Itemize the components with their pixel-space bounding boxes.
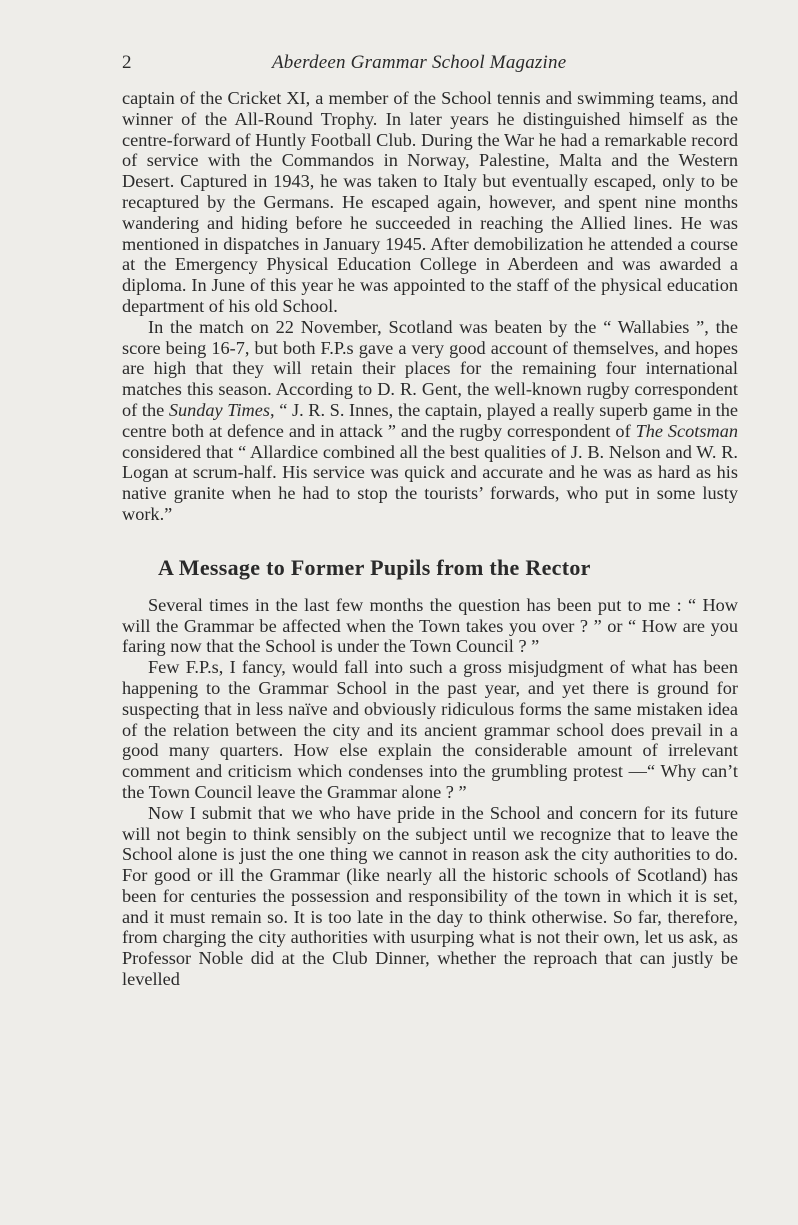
rector-message bbox=[122, 595, 738, 990]
page-number: 2 bbox=[122, 52, 132, 73]
running-title: Aberdeen Grammar School Magazine bbox=[272, 52, 567, 73]
publication-title: Sunday Times bbox=[168, 399, 270, 420]
running-head bbox=[122, 52, 738, 88]
section-heading: A Message to Former Pupils from the Rector bbox=[158, 554, 591, 580]
paragraph bbox=[122, 317, 738, 525]
article-continuation bbox=[122, 88, 738, 525]
text-run: , “ J. R. S. Innes, the captain, played a really superb game in the centre both at defence and in attack ” and the rugby correspondent of bbox=[122, 399, 739, 441]
paragraph: Few F.P.s, I fancy, would fall into such a gross misjudgment of what has been happening to the Grammar School in the past year, and yet there is ground for suspecting that in less naïve and obviously ridiculous forms the same mistaken idea of the relation between the city and its ancient grammar school does prevail in a good many quarters. How else explain the considerable amount of irrelevant comment and criticism which condenses into the grumbling protest —“ Why can’t the Town Council leave the Grammar alone ? ” bbox=[122, 657, 738, 802]
paragraph: captain of the Cricket XI, a member of the School tennis and swimming teams, and winner of the All-Round Trophy. In later years he distinguished himself as the centre-forward of Huntly Football Club. During the War he had a remarkable record of service with the Commandos in Norway, Palestine, Malta and the Western Desert. Captured in 1943, he was taken to Italy but eventually escaped, only to be recaptured by the Germans. He escaped again, however, and spent nine months wandering and hiding before he succeeded in reaching the Allied lines. He was mentioned in dispatches in January 1945. After demobilization he attended a course at the Emergency Physical Education College in Aberdeen and was awarded a diploma. In June of this year he was appointed to the staff of the physical education department of his old School. bbox=[122, 88, 738, 316]
paragraph: Now I submit that we who have pride in the School and concern for its future will not begin to think sensibly on the subject until we recognize that to leave the School alone is just the one thing we cannot in reason ask the city authorities to do. For good or ill the Grammar (like nearly all the historic schools of Scotland) has been for centuries the possession and responsibility of the town in which it is set, and it must remain so. It is too late in the day to think otherwise. So far, therefore, from charging the city authorities with usurping what is not their own, let us ask, as Professor Noble did at the Club Dinner, whether the reproach that can justly be levelled bbox=[122, 802, 738, 990]
publication-title: The Scotsman bbox=[635, 420, 738, 441]
text-run: In the match on 22 November, Scotland was beaten by the “ Wallabies ”, the score being 16-7, but both F.P.s gave a very good account of themselves, and hopes are high that they will retain their places for the remaining four international matches this season. According to D. R. Gent, the well-known rugby correspondent of the bbox=[122, 316, 738, 420]
paragraph: Several times in the last few months the question has been put to me : “ How will the Grammar be affected when the Town takes you over ? ” or “ How are you faring now that the School is under the Town Council ? ” bbox=[122, 594, 738, 657]
text-run: considered that “ Allardice combined all the best qualities of J. B. Nelson and W. R. Logan at scrum-half. His service was quick and accurate and he was as hard as his native granite when he had to stop the tourists’ forwards, who put in some lusty work.” bbox=[122, 441, 738, 524]
